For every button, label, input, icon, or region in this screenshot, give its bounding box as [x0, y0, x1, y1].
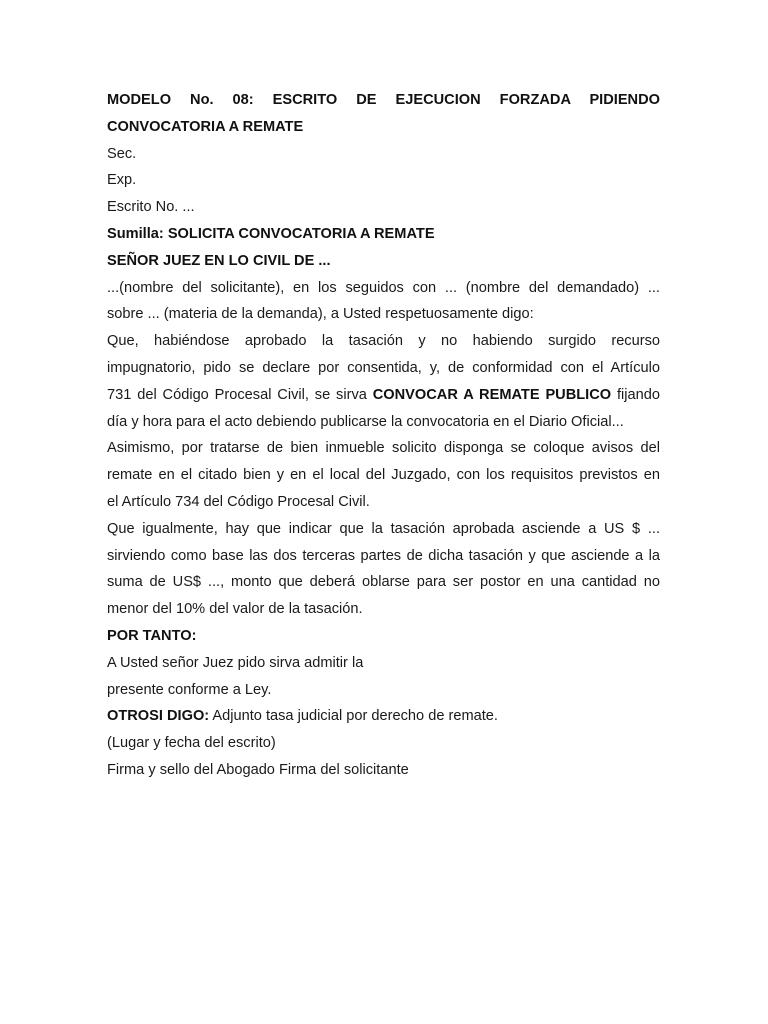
paragraph2-line1: Asimismo, por tratarse de bien inmueble solicito disponga se coloque avisos del — [107, 440, 660, 457]
sec-field: Sec. — [107, 145, 137, 162]
paragraph3-line1: Que igualmente, hay que indicar que la tasación aprobada asciende a US $ ... — [107, 520, 660, 537]
exp-field: Exp. — [107, 172, 137, 189]
convocar-remate-emphasis: CONVOCAR A REMATE PUBLICO — [372, 386, 612, 403]
closing-line1: A Usted señor Juez pido sirva admitir la — [107, 654, 364, 671]
paragraph2-line2: remate en el citado bien y en el local del Juzgado, con los requisitos previstos en — [107, 467, 660, 484]
paragraph1-line3 — [107, 382, 660, 409]
paragraph1-line3-post: fijando — [611, 386, 660, 403]
paragraph1-line3-pre: 731 del Código Procesal Civil, se sirva — [107, 386, 373, 403]
salutation: SEÑOR JUEZ EN LO CIVIL DE ... — [107, 252, 331, 269]
paragraph1-line1: Que, habiéndose aprobado la tasación y no habiendo surgido recurso — [107, 333, 660, 350]
paragraph3-line3: suma de US$ ..., monto que deberá oblarse para ser postor en una cantidad no — [107, 574, 660, 591]
por-tanto-heading: POR TANTO: — [107, 627, 197, 644]
otrosi-label: OTROSI DIGO: — [107, 708, 210, 725]
intro-line2: sobre ... (materia de la demanda), a Usted respetuosamente digo: — [107, 306, 534, 323]
paragraph2-line3: el Artículo 734 del Código Procesal Civil. — [107, 493, 370, 510]
signature-line: Firma y sello del Abogado Firma del solicitante — [107, 761, 409, 778]
document-title-line2: CONVOCATORIA A REMATE — [107, 118, 304, 135]
document-page — [107, 87, 660, 784]
closing-line2: presente conforme a Ley. — [107, 681, 272, 698]
intro-line1: ...(nombre del solicitante), en los seguidos con ... (nombre del demandado) ... — [107, 279, 660, 296]
otrosi-text: Adjunto tasa judicial por derecho de remate. — [209, 708, 498, 725]
place-date: (Lugar y fecha del escrito) — [107, 735, 276, 752]
escrito-field: Escrito No. ... — [107, 199, 195, 216]
otrosi-line — [107, 703, 660, 730]
paragraph1-line4: día y hora para el acto debiendo publicarse la convocatoria en el Diario Oficial... — [107, 413, 624, 430]
paragraph3-line2: sirviendo como base las dos terceras partes de dicha tasación y que asciende a la — [107, 547, 660, 564]
sumilla: Sumilla: SOLICITA CONVOCATORIA A REMATE — [107, 225, 435, 242]
paragraph3-line4: menor del 10% del valor de la tasación. — [107, 601, 363, 618]
document-title-line1: MODELO No. 08: ESCRITO DE EJECUCION FORZADA PIDIENDO — [107, 92, 660, 108]
paragraph1-line2: impugnatorio, pido se declare por consentida, y, de conformidad con el Artículo — [107, 359, 660, 376]
